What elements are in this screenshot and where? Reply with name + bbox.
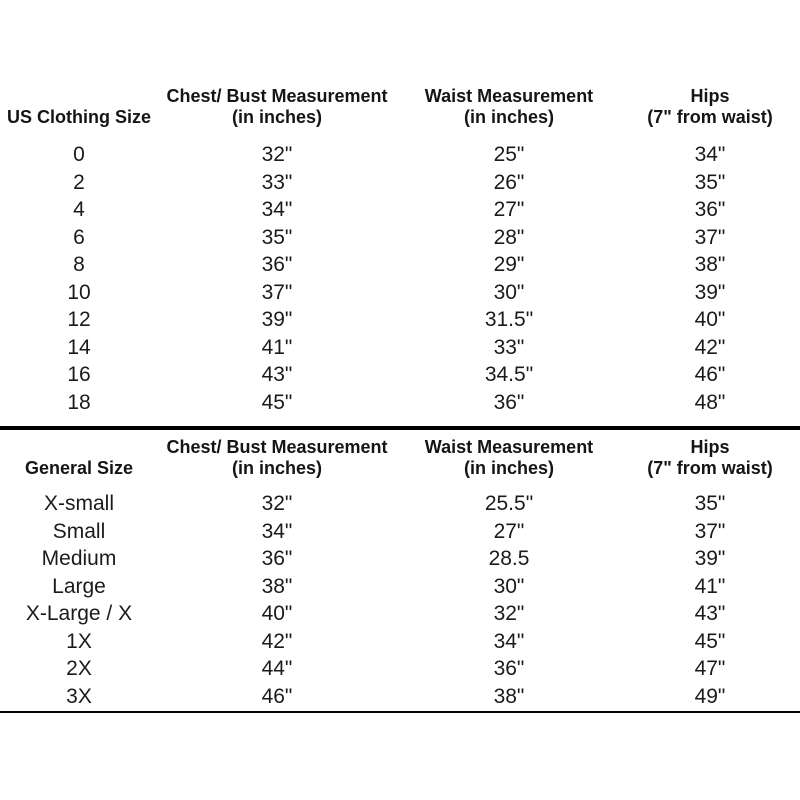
header-sublabel: (in inches) bbox=[231, 107, 322, 127]
header-general-size bbox=[0, 437, 158, 490]
header-chest-bust bbox=[158, 437, 396, 490]
table-cell: 41" bbox=[694, 574, 726, 598]
table-cell: 37" bbox=[694, 519, 726, 543]
table-row bbox=[0, 361, 798, 389]
table-cell: X-Large / X bbox=[25, 602, 133, 625]
header-hips bbox=[622, 437, 798, 490]
table-cell: 38" bbox=[261, 574, 293, 598]
table-cell: 33" bbox=[493, 335, 525, 359]
header-label: Hips bbox=[690, 437, 730, 457]
table-row bbox=[0, 169, 798, 197]
table-cell: 47" bbox=[694, 657, 726, 680]
table-cell: 45" bbox=[694, 629, 726, 653]
table-cell: 37" bbox=[694, 225, 726, 249]
table-cell: 32" bbox=[261, 492, 293, 515]
table-cell: 36" bbox=[493, 390, 525, 414]
table-cell: 31.5" bbox=[484, 308, 534, 331]
header-label: Chest/ Bust Measurement bbox=[166, 86, 388, 106]
table-row bbox=[0, 655, 798, 683]
table-cell: 34" bbox=[694, 143, 726, 166]
table-cell: 48" bbox=[694, 390, 726, 414]
header-sublabel: (in inches) bbox=[231, 458, 322, 478]
table-cell: 46" bbox=[261, 684, 293, 708]
table-cell: 32" bbox=[261, 143, 293, 166]
header-label: Chest/ Bust Measurement bbox=[166, 437, 388, 457]
table-cell: 36" bbox=[261, 547, 293, 570]
table-cell: 38" bbox=[694, 253, 726, 276]
table-cell: 38" bbox=[493, 684, 525, 708]
table-cell: 34" bbox=[493, 629, 525, 653]
table-cell: 10 bbox=[67, 280, 91, 304]
table-row bbox=[0, 490, 798, 518]
table-cell: 34" bbox=[261, 519, 293, 543]
header-label: Hips bbox=[690, 86, 730, 106]
table-cell: 41" bbox=[261, 335, 293, 359]
table-row bbox=[0, 545, 798, 573]
table-cell: 35" bbox=[694, 492, 726, 515]
us-clothing-size-table bbox=[0, 86, 798, 416]
table-cell: 6 bbox=[73, 225, 85, 249]
header-hips bbox=[622, 86, 798, 141]
table-cell: 35" bbox=[261, 225, 293, 249]
table-row bbox=[0, 224, 798, 252]
table-cell: 32" bbox=[493, 602, 525, 625]
table-cell: 0 bbox=[73, 143, 85, 166]
general-size-table bbox=[0, 437, 798, 710]
table-cell: 39" bbox=[261, 308, 293, 331]
general-table-header-row bbox=[0, 437, 798, 490]
table-cell: 27" bbox=[493, 519, 525, 543]
table-row bbox=[0, 600, 798, 628]
table-cell: 34.5" bbox=[484, 363, 534, 386]
header-label: General Size bbox=[24, 458, 134, 478]
table-cell: Large bbox=[52, 574, 106, 598]
table-cell: Medium bbox=[41, 547, 117, 570]
table-cell: 30" bbox=[493, 280, 525, 304]
table-cell: 39" bbox=[694, 280, 726, 304]
table-cell: 25" bbox=[493, 143, 525, 166]
table-cell: 44" bbox=[261, 657, 293, 680]
header-us-clothing-size bbox=[0, 86, 158, 141]
general-table-body bbox=[0, 490, 798, 710]
table-row bbox=[0, 628, 798, 656]
table-cell: 28" bbox=[493, 225, 525, 249]
header-sublabel: (in inches) bbox=[463, 458, 554, 478]
table-cell: Small bbox=[52, 519, 106, 543]
table-cell: 36" bbox=[493, 657, 525, 680]
table-cell: 28.5 bbox=[488, 547, 530, 570]
table-cell: 30" bbox=[493, 574, 525, 598]
section-divider-rule bbox=[0, 426, 800, 430]
table-cell: 36" bbox=[694, 198, 726, 221]
table-cell: 18 bbox=[67, 390, 91, 414]
header-label: US Clothing Size bbox=[7, 107, 151, 127]
table-row bbox=[0, 251, 798, 279]
table-cell: 49" bbox=[694, 684, 726, 708]
table-row bbox=[0, 518, 798, 546]
table-cell: 36" bbox=[261, 253, 293, 276]
header-label: Waist Measurement bbox=[424, 437, 594, 457]
header-sublabel: (7" from waist) bbox=[647, 107, 773, 127]
table-cell: 34" bbox=[261, 198, 293, 221]
table-cell: 27" bbox=[493, 198, 525, 221]
table-row bbox=[0, 389, 798, 417]
header-chest-bust bbox=[158, 86, 396, 141]
table-cell: 4 bbox=[73, 198, 85, 221]
table-cell: 45" bbox=[261, 390, 293, 414]
table-cell: 8 bbox=[73, 253, 85, 276]
table-cell: 37" bbox=[261, 280, 293, 304]
table-cell: 42" bbox=[694, 335, 726, 359]
header-waist bbox=[396, 437, 622, 490]
table-row bbox=[0, 573, 798, 601]
bottom-rule bbox=[0, 711, 800, 713]
table-cell: 46" bbox=[694, 363, 726, 386]
us-table-header-row bbox=[0, 86, 798, 141]
table-cell: 40" bbox=[694, 308, 726, 331]
header-label: Waist Measurement bbox=[424, 86, 594, 106]
table-cell: 26" bbox=[493, 170, 525, 194]
table-cell: 43" bbox=[261, 363, 293, 386]
table-cell: 2X bbox=[66, 657, 92, 680]
table-cell: 14 bbox=[67, 335, 91, 359]
table-cell: 3X bbox=[66, 684, 92, 708]
table-row bbox=[0, 334, 798, 362]
table-cell: 35" bbox=[694, 170, 726, 194]
table-cell: 16 bbox=[67, 363, 91, 386]
table-cell: 1X bbox=[66, 629, 92, 653]
table-row bbox=[0, 279, 798, 307]
header-waist bbox=[396, 86, 622, 141]
table-cell: 33" bbox=[261, 170, 293, 194]
us-table-body bbox=[0, 141, 798, 416]
header-sublabel: (7" from waist) bbox=[647, 458, 773, 478]
table-row bbox=[0, 683, 798, 711]
table-cell: 12 bbox=[67, 308, 91, 331]
table-row bbox=[0, 306, 798, 334]
table-cell: 25.5" bbox=[484, 492, 534, 515]
table-row bbox=[0, 196, 798, 224]
table-cell: 43" bbox=[694, 602, 726, 625]
table-cell: 2 bbox=[73, 170, 85, 194]
table-row bbox=[0, 141, 798, 169]
table-cell: X-small bbox=[43, 492, 114, 515]
table-cell: 40" bbox=[261, 602, 293, 625]
table-cell: 39" bbox=[694, 547, 726, 570]
table-cell: 42" bbox=[261, 629, 293, 653]
table-cell: 29" bbox=[493, 253, 525, 276]
header-sublabel: (in inches) bbox=[463, 107, 554, 127]
